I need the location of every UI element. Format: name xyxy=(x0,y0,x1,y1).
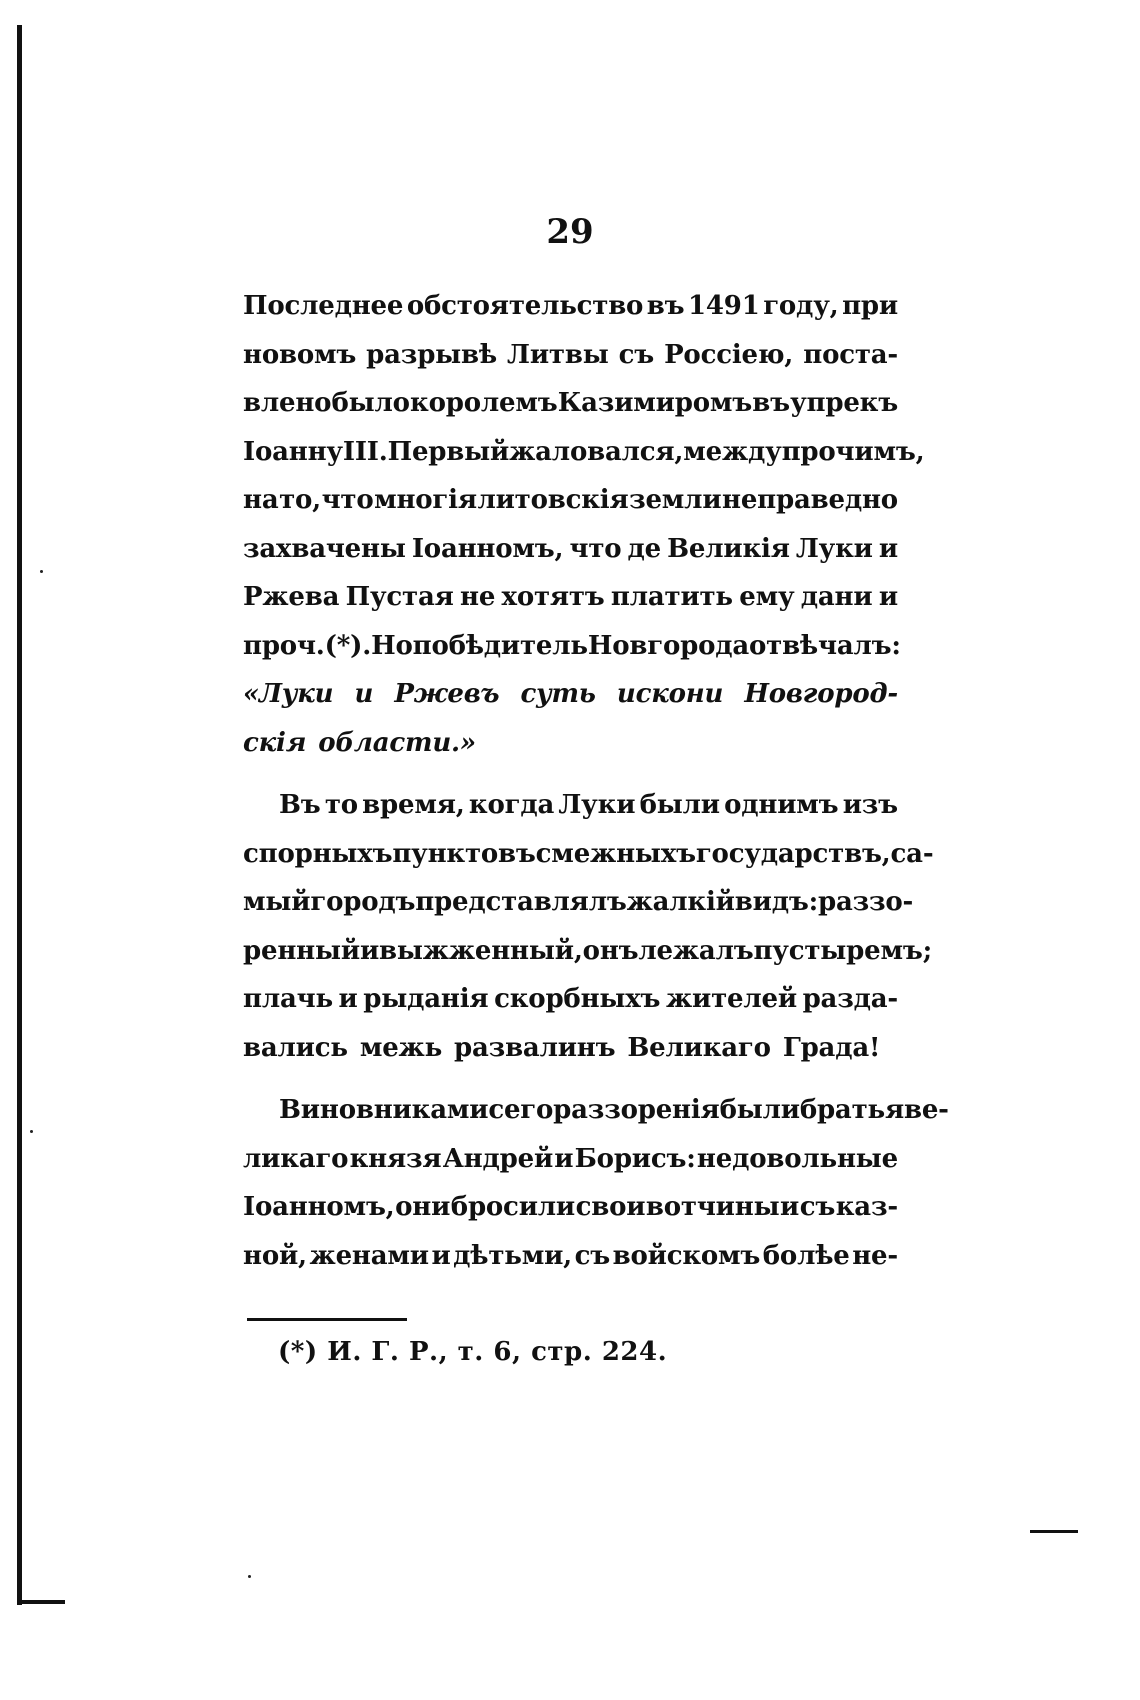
text-line: проч. (*). Но побѣдитель Новгорода отвѣчалъ: xyxy=(243,630,901,661)
text-line: Ржева Пустая не хотятъ платить ему дани и xyxy=(243,582,898,612)
text-line: Iоанномъ, они бросили свои вотчины и съ каз- xyxy=(243,1192,898,1222)
paragraph xyxy=(243,1086,949,1280)
text-line: мый городъ представлялъ жалкiй видъ: раззо- xyxy=(243,887,914,917)
quote-line: «Луки и Ржевъ суть искони Новгород- xyxy=(243,679,898,709)
text-line: новомъ разрывѣ Литвы съ Россiею, поста- xyxy=(243,339,898,370)
text-line: Последнее обстоятельство въ 1491 году, при xyxy=(243,291,898,321)
text-line: спорныхъ пунктовъ смежныхъ государствъ, са- xyxy=(243,838,934,869)
scan-corner-mark xyxy=(17,1600,65,1604)
text-line: вались межь развалинъ Великаго Града! xyxy=(243,1032,881,1063)
text-line: на то, что многiя литовскiя земли неправедно xyxy=(243,485,898,515)
scan-speck xyxy=(30,1130,33,1133)
text-line: ной, женами и дѣтьми, съ войскомъ болѣе не- xyxy=(243,1240,898,1271)
scan-binding-edge xyxy=(17,25,22,1605)
text-line: влено было королемъ Казимиромъ въ упрекъ xyxy=(243,388,898,418)
text-line: ренный и выжженный, онъ лежалъ пустыремъ; xyxy=(243,935,932,966)
text-line: ликаго князя Андрей и Борисъ: недовольные xyxy=(243,1143,898,1174)
footnote-divider xyxy=(247,1318,407,1321)
text-line: Iоанну III. Первый жаловался, между прочимъ, xyxy=(243,436,925,467)
scan-speck xyxy=(248,1575,251,1578)
scan-margin-mark xyxy=(1030,1530,1078,1533)
page-number: 29 xyxy=(546,212,594,252)
body-text xyxy=(243,282,949,1280)
paragraph xyxy=(243,282,925,767)
text-line: Виновниками сего раззоренiя были братья ве- xyxy=(279,1095,949,1125)
scan-speck xyxy=(40,570,43,573)
quote-line: скiя области.» xyxy=(243,727,476,758)
text-line: плачь и рыданiя скорбныхъ жителей разда- xyxy=(243,984,898,1014)
text-line: Въ то время, когда Луки были однимъ изъ xyxy=(279,790,898,820)
text-line: захвачены Iоанномъ, что де Великiя Луки и xyxy=(243,533,898,564)
footnote: (*) И. Г. Р., т. 6, стр. 224. xyxy=(278,1337,668,1367)
paragraph xyxy=(243,781,934,1072)
